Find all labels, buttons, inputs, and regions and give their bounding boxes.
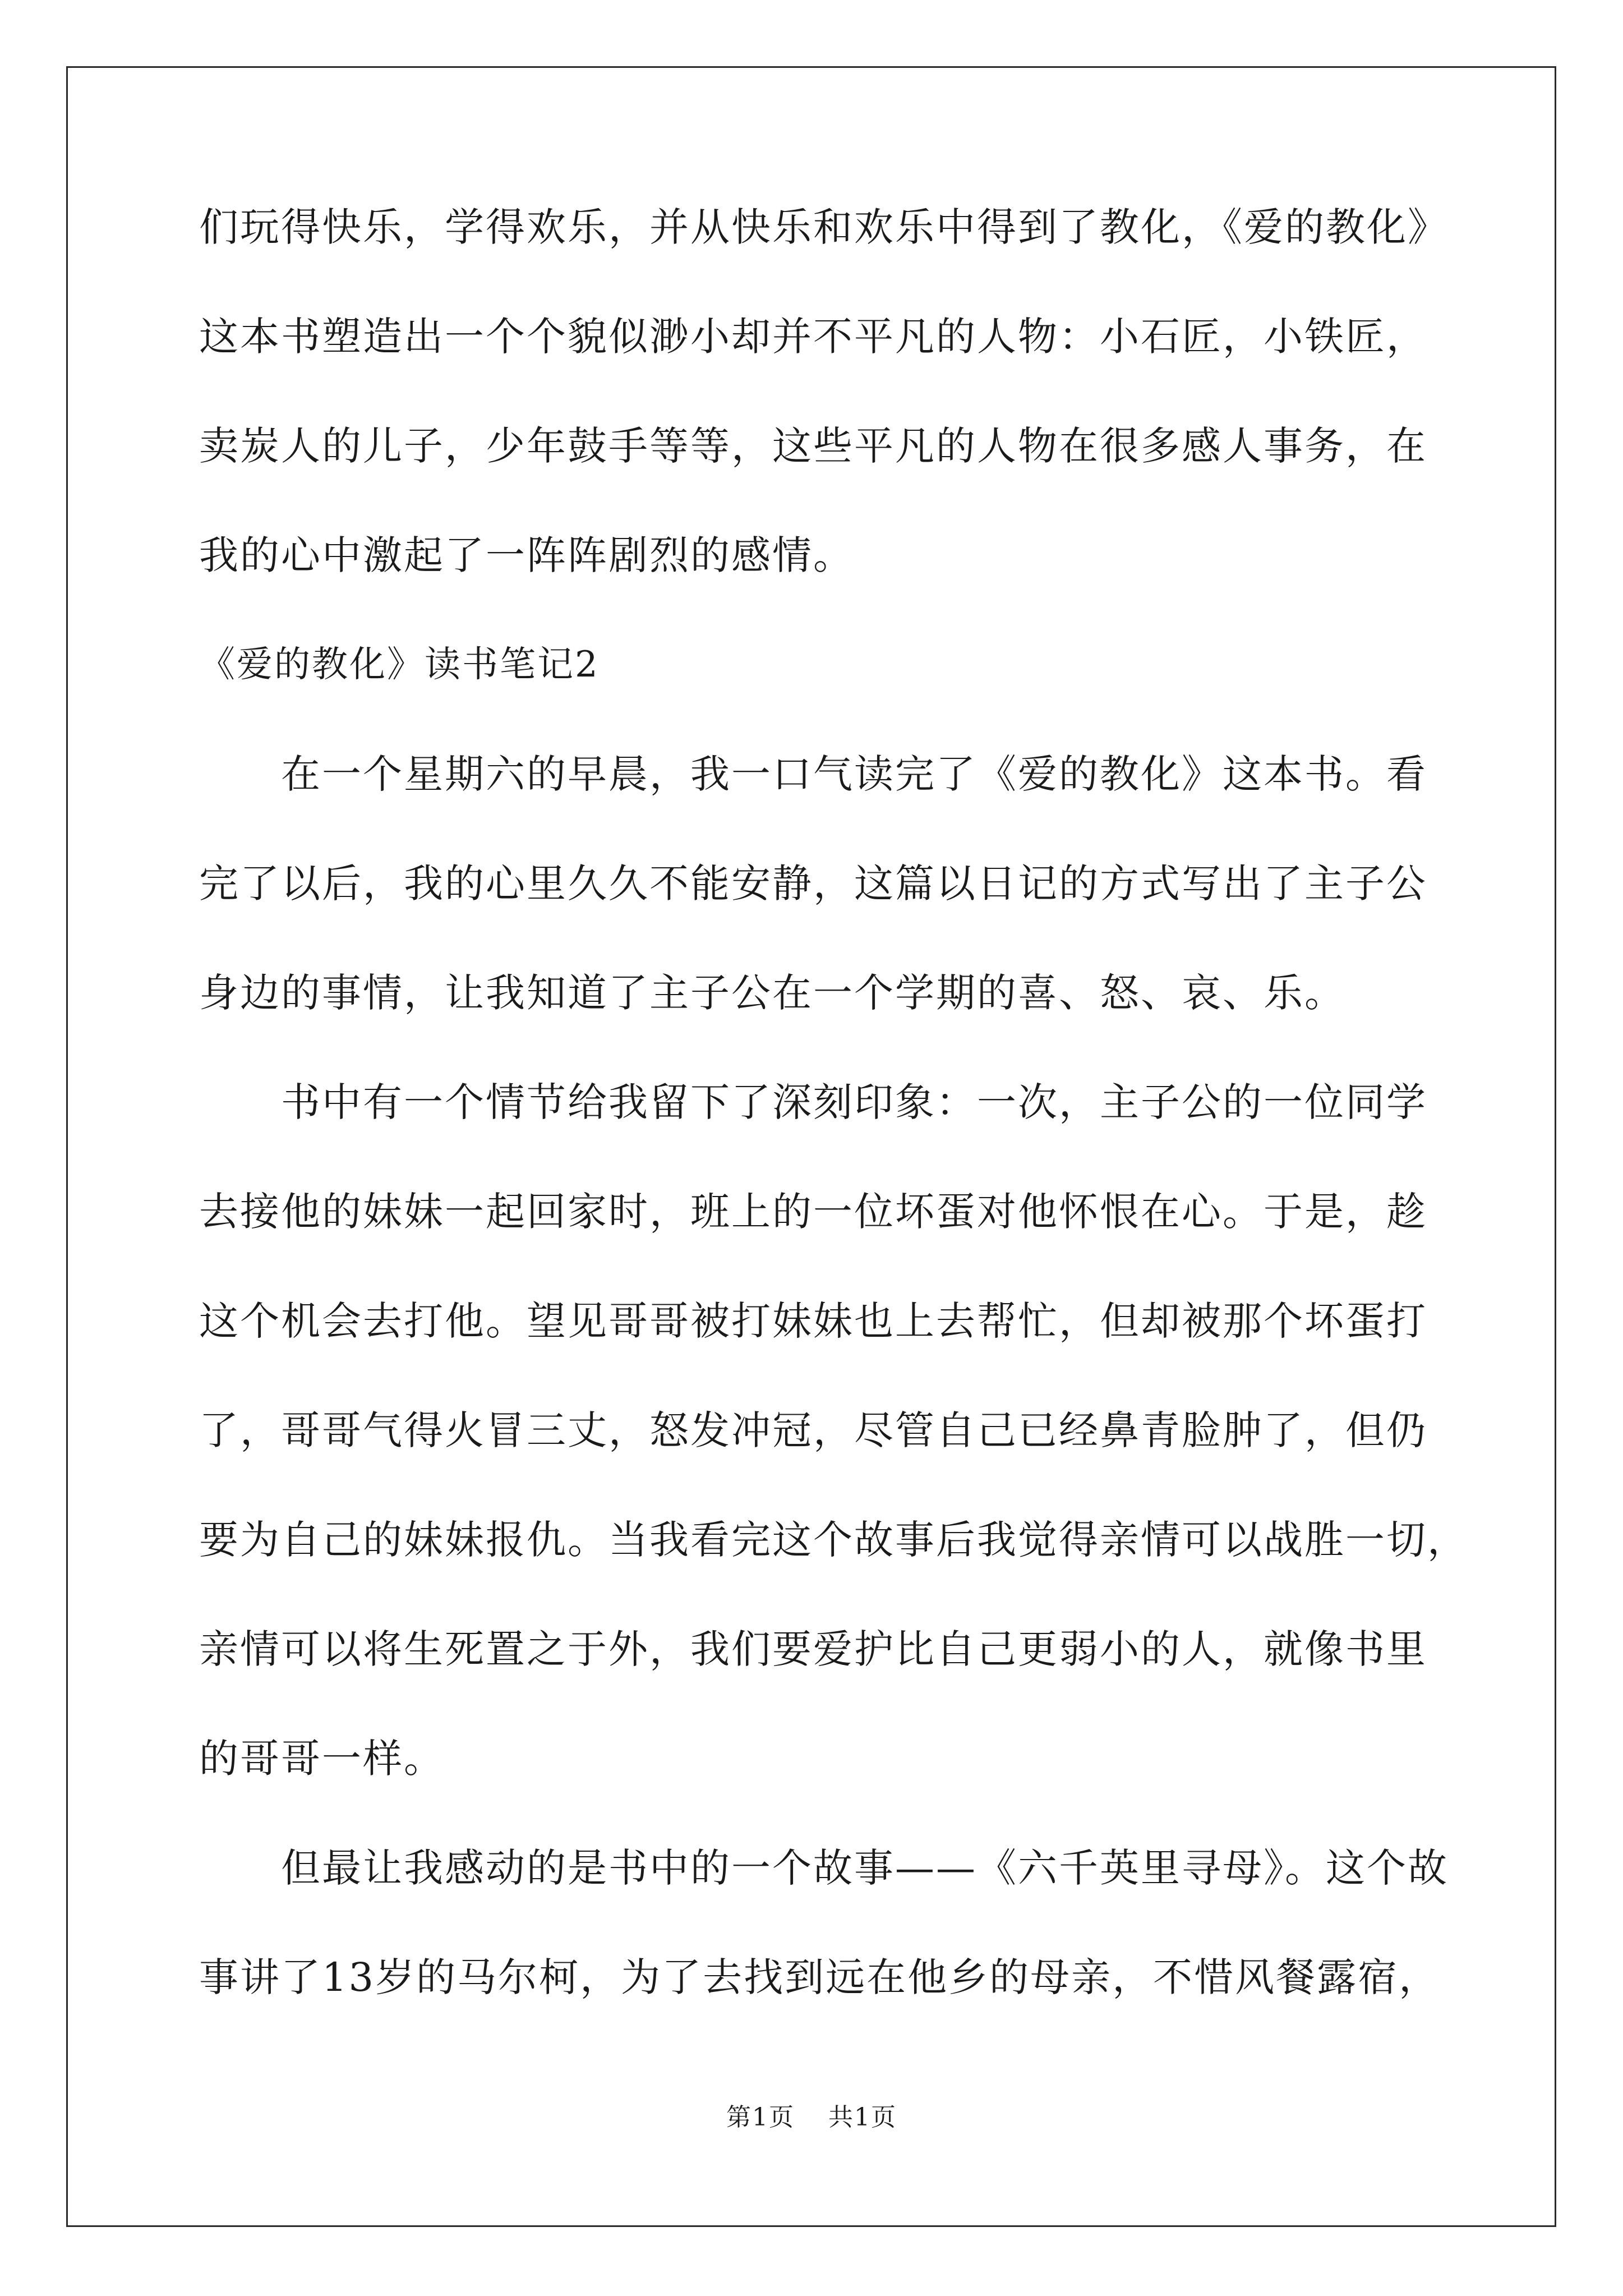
text-line: 我的心中激起了一阵阵剧烈的感情。 [199,532,854,578]
page-total: 共1页 [828,2103,897,2132]
page-footer [0,2101,1623,2134]
page-border [66,66,1556,2227]
text-line: 事讲了13岁的马尔柯，为了去找到远在他乡的母亲，不惜风餐露宿， [199,1954,1440,2000]
text-line: 们玩得快乐，学得欢乐，并从快乐和欢乐中得到了教化，《爱的教化》 [199,204,1449,250]
text-line: 要为自己的妹妹报仇。当我看完这个故事后我觉得亲情可以战胜一切， [199,1517,1468,1563]
text-line: 亲情可以将生死置之于外，我们要爱护比自己更弱小的人，就像书里 [199,1626,1427,1672]
text-line: 的哥哥一样。 [199,1736,445,1782]
page-number: 第1页 [726,2103,795,2132]
text-line: 身边的事情，让我知道了主子公在一个学期的喜、怒、哀、乐。 [199,970,1345,1016]
text-line: 这本书塑造出一个个貌似渺小却并不平凡的人物：小石匠，小铁匠， [199,314,1427,360]
text-line: 完了以后，我的心里久久不能安静，这篇以日记的方式写出了主子公 [199,861,1427,907]
section-heading: 《爱的教化》读书笔记2 [199,644,600,685]
text-line: 但最让我感动的是书中的一个故事——《六千英里寻母》。这个故 [199,1845,1449,1891]
text-line: 书中有一个情节给我留下了深刻印象：一次，主子公的一位同学 [199,1079,1427,1125]
text-line: 去接他的妹妹一起回家时，班上的一位坏蛋对他怀恨在心。于是，趁 [199,1189,1427,1235]
text-line: 卖炭人的儿子，少年鼓手等等，这些平凡的人物在很多感人事务，在 [199,423,1427,469]
text-line: 这个机会去打他。望见哥哥被打妹妹也上去帮忙，但却被那个坏蛋打 [199,1298,1427,1344]
text-line: 在一个星期六的早晨，我一口气读完了《爱的教化》这本书。看 [199,751,1427,797]
text-line: 了，哥哥气得火冒三丈，怒发冲冠，尽管自己已经鼻青脸肿了，但仍 [199,1407,1427,1453]
